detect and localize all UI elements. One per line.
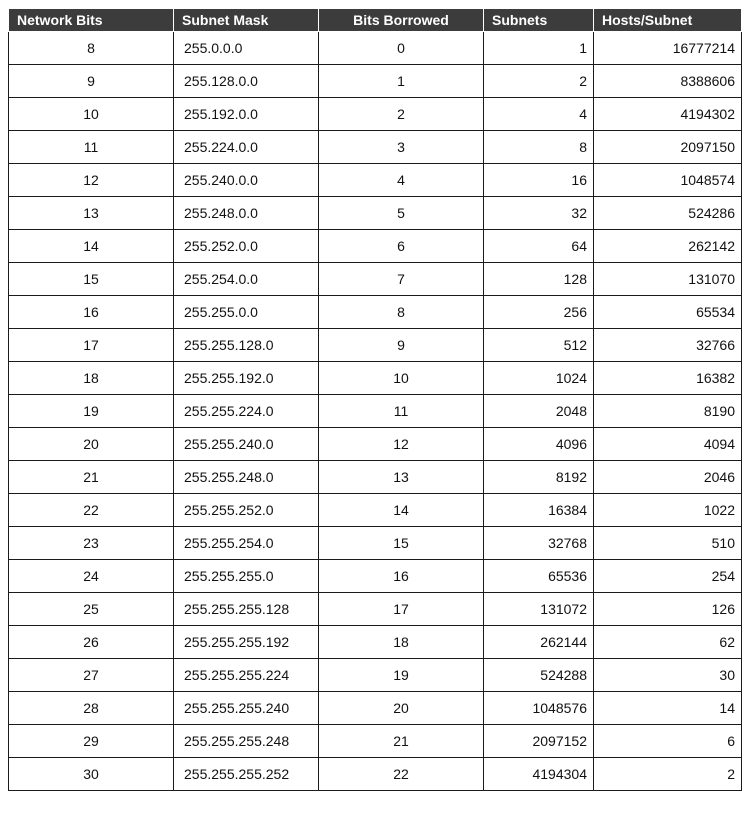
cell-bits-borrowed: 21 [319, 725, 484, 758]
cell-subnet-mask: 255.248.0.0 [174, 197, 319, 230]
cell-hosts-per-subnet: 1022 [594, 494, 742, 527]
cell-hosts-per-subnet: 4194302 [594, 98, 742, 131]
cell-hosts-per-subnet: 8388606 [594, 65, 742, 98]
table-row [9, 32, 742, 65]
cell-hosts-per-subnet: 16382 [594, 362, 742, 395]
cell-hosts-per-subnet: 65534 [594, 296, 742, 329]
cell-network-bits: 24 [9, 560, 174, 593]
table-row [9, 626, 742, 659]
cell-network-bits: 23 [9, 527, 174, 560]
cell-bits-borrowed: 1 [319, 65, 484, 98]
cell-network-bits: 22 [9, 494, 174, 527]
cell-subnet-mask: 255.240.0.0 [174, 164, 319, 197]
cell-hosts-per-subnet: 2046 [594, 461, 742, 494]
header-row [9, 9, 742, 32]
table-row [9, 494, 742, 527]
cell-bits-borrowed: 19 [319, 659, 484, 692]
cell-hosts-per-subnet: 510 [594, 527, 742, 560]
cell-subnets: 64 [484, 230, 594, 263]
table-header [9, 9, 742, 32]
cell-network-bits: 18 [9, 362, 174, 395]
table-row [9, 263, 742, 296]
cell-subnets: 4 [484, 98, 594, 131]
cell-network-bits: 15 [9, 263, 174, 296]
cell-subnets: 131072 [484, 593, 594, 626]
cell-bits-borrowed: 3 [319, 131, 484, 164]
table-row [9, 527, 742, 560]
cell-bits-borrowed: 8 [319, 296, 484, 329]
cell-network-bits: 10 [9, 98, 174, 131]
cell-bits-borrowed: 5 [319, 197, 484, 230]
cell-subnet-mask: 255.255.248.0 [174, 461, 319, 494]
cell-bits-borrowed: 14 [319, 494, 484, 527]
cell-hosts-per-subnet: 16777214 [594, 32, 742, 65]
cell-subnet-mask: 255.254.0.0 [174, 263, 319, 296]
cell-network-bits: 29 [9, 725, 174, 758]
cell-bits-borrowed: 17 [319, 593, 484, 626]
cell-bits-borrowed: 12 [319, 428, 484, 461]
cell-network-bits: 8 [9, 32, 174, 65]
cell-subnet-mask: 255.128.0.0 [174, 65, 319, 98]
cell-subnet-mask: 255.255.255.240 [174, 692, 319, 725]
cell-bits-borrowed: 18 [319, 626, 484, 659]
cell-bits-borrowed: 10 [319, 362, 484, 395]
cell-hosts-per-subnet: 524286 [594, 197, 742, 230]
table-row [9, 692, 742, 725]
table-row [9, 461, 742, 494]
cell-hosts-per-subnet: 254 [594, 560, 742, 593]
table-body [9, 32, 742, 791]
table-row [9, 593, 742, 626]
table-row [9, 230, 742, 263]
cell-network-bits: 11 [9, 131, 174, 164]
cell-subnet-mask: 255.255.255.0 [174, 560, 319, 593]
cell-hosts-per-subnet: 1048574 [594, 164, 742, 197]
cell-bits-borrowed: 15 [319, 527, 484, 560]
table-row [9, 428, 742, 461]
subnet-table [8, 8, 742, 791]
subnet-table-container [8, 8, 741, 791]
table-row [9, 98, 742, 131]
cell-subnet-mask: 255.255.255.192 [174, 626, 319, 659]
cell-subnets: 128 [484, 263, 594, 296]
cell-subnets: 32768 [484, 527, 594, 560]
cell-network-bits: 17 [9, 329, 174, 362]
cell-hosts-per-subnet: 14 [594, 692, 742, 725]
cell-subnets: 1 [484, 32, 594, 65]
header-subnet-mask: Subnet Mask [174, 9, 319, 32]
cell-subnets: 65536 [484, 560, 594, 593]
cell-network-bits: 26 [9, 626, 174, 659]
table-row [9, 131, 742, 164]
cell-subnet-mask: 255.255.0.0 [174, 296, 319, 329]
cell-subnet-mask: 255.192.0.0 [174, 98, 319, 131]
cell-network-bits: 13 [9, 197, 174, 230]
cell-subnet-mask: 255.0.0.0 [174, 32, 319, 65]
cell-hosts-per-subnet: 8190 [594, 395, 742, 428]
cell-hosts-per-subnet: 126 [594, 593, 742, 626]
cell-subnets: 2048 [484, 395, 594, 428]
cell-network-bits: 27 [9, 659, 174, 692]
cell-subnets: 2 [484, 65, 594, 98]
table-row [9, 197, 742, 230]
cell-subnet-mask: 255.255.128.0 [174, 329, 319, 362]
cell-bits-borrowed: 16 [319, 560, 484, 593]
cell-network-bits: 19 [9, 395, 174, 428]
cell-subnet-mask: 255.255.224.0 [174, 395, 319, 428]
table-row [9, 164, 742, 197]
cell-subnets: 1048576 [484, 692, 594, 725]
cell-subnet-mask: 255.255.255.248 [174, 725, 319, 758]
cell-network-bits: 9 [9, 65, 174, 98]
cell-subnets: 16384 [484, 494, 594, 527]
cell-network-bits: 20 [9, 428, 174, 461]
cell-subnets: 524288 [484, 659, 594, 692]
header-subnets: Subnets [484, 9, 594, 32]
cell-hosts-per-subnet: 30 [594, 659, 742, 692]
cell-subnet-mask: 255.252.0.0 [174, 230, 319, 263]
cell-subnet-mask: 255.255.192.0 [174, 362, 319, 395]
cell-bits-borrowed: 11 [319, 395, 484, 428]
table-row [9, 758, 742, 791]
cell-subnets: 16 [484, 164, 594, 197]
cell-network-bits: 30 [9, 758, 174, 791]
cell-hosts-per-subnet: 62 [594, 626, 742, 659]
cell-network-bits: 25 [9, 593, 174, 626]
cell-bits-borrowed: 6 [319, 230, 484, 263]
cell-bits-borrowed: 22 [319, 758, 484, 791]
cell-subnets: 4194304 [484, 758, 594, 791]
cell-bits-borrowed: 2 [319, 98, 484, 131]
header-bits-borrowed: Bits Borrowed [319, 9, 484, 32]
table-row [9, 65, 742, 98]
table-row [9, 329, 742, 362]
cell-bits-borrowed: 20 [319, 692, 484, 725]
cell-subnet-mask: 255.255.254.0 [174, 527, 319, 560]
cell-hosts-per-subnet: 6 [594, 725, 742, 758]
table-row [9, 296, 742, 329]
cell-subnets: 8192 [484, 461, 594, 494]
cell-hosts-per-subnet: 2097150 [594, 131, 742, 164]
cell-subnet-mask: 255.255.240.0 [174, 428, 319, 461]
cell-subnets: 32 [484, 197, 594, 230]
cell-bits-borrowed: 9 [319, 329, 484, 362]
cell-subnet-mask: 255.255.255.224 [174, 659, 319, 692]
cell-hosts-per-subnet: 2 [594, 758, 742, 791]
cell-hosts-per-subnet: 4094 [594, 428, 742, 461]
cell-bits-borrowed: 13 [319, 461, 484, 494]
table-row [9, 725, 742, 758]
cell-network-bits: 12 [9, 164, 174, 197]
cell-subnets: 8 [484, 131, 594, 164]
header-hosts-per-subnet: Hosts/Subnet [594, 9, 742, 32]
cell-subnet-mask: 255.255.252.0 [174, 494, 319, 527]
cell-network-bits: 21 [9, 461, 174, 494]
cell-bits-borrowed: 0 [319, 32, 484, 65]
table-row [9, 395, 742, 428]
cell-subnet-mask: 255.255.255.128 [174, 593, 319, 626]
cell-subnets: 256 [484, 296, 594, 329]
cell-hosts-per-subnet: 131070 [594, 263, 742, 296]
cell-network-bits: 16 [9, 296, 174, 329]
cell-subnet-mask: 255.224.0.0 [174, 131, 319, 164]
table-row [9, 560, 742, 593]
cell-network-bits: 14 [9, 230, 174, 263]
cell-bits-borrowed: 7 [319, 263, 484, 296]
table-row [9, 362, 742, 395]
table-row [9, 659, 742, 692]
cell-network-bits: 28 [9, 692, 174, 725]
cell-hosts-per-subnet: 32766 [594, 329, 742, 362]
cell-hosts-per-subnet: 262142 [594, 230, 742, 263]
cell-subnets: 512 [484, 329, 594, 362]
cell-subnets: 4096 [484, 428, 594, 461]
cell-subnets: 262144 [484, 626, 594, 659]
cell-subnets: 2097152 [484, 725, 594, 758]
cell-subnets: 1024 [484, 362, 594, 395]
cell-subnet-mask: 255.255.255.252 [174, 758, 319, 791]
header-network-bits: Network Bits [9, 9, 174, 32]
cell-bits-borrowed: 4 [319, 164, 484, 197]
